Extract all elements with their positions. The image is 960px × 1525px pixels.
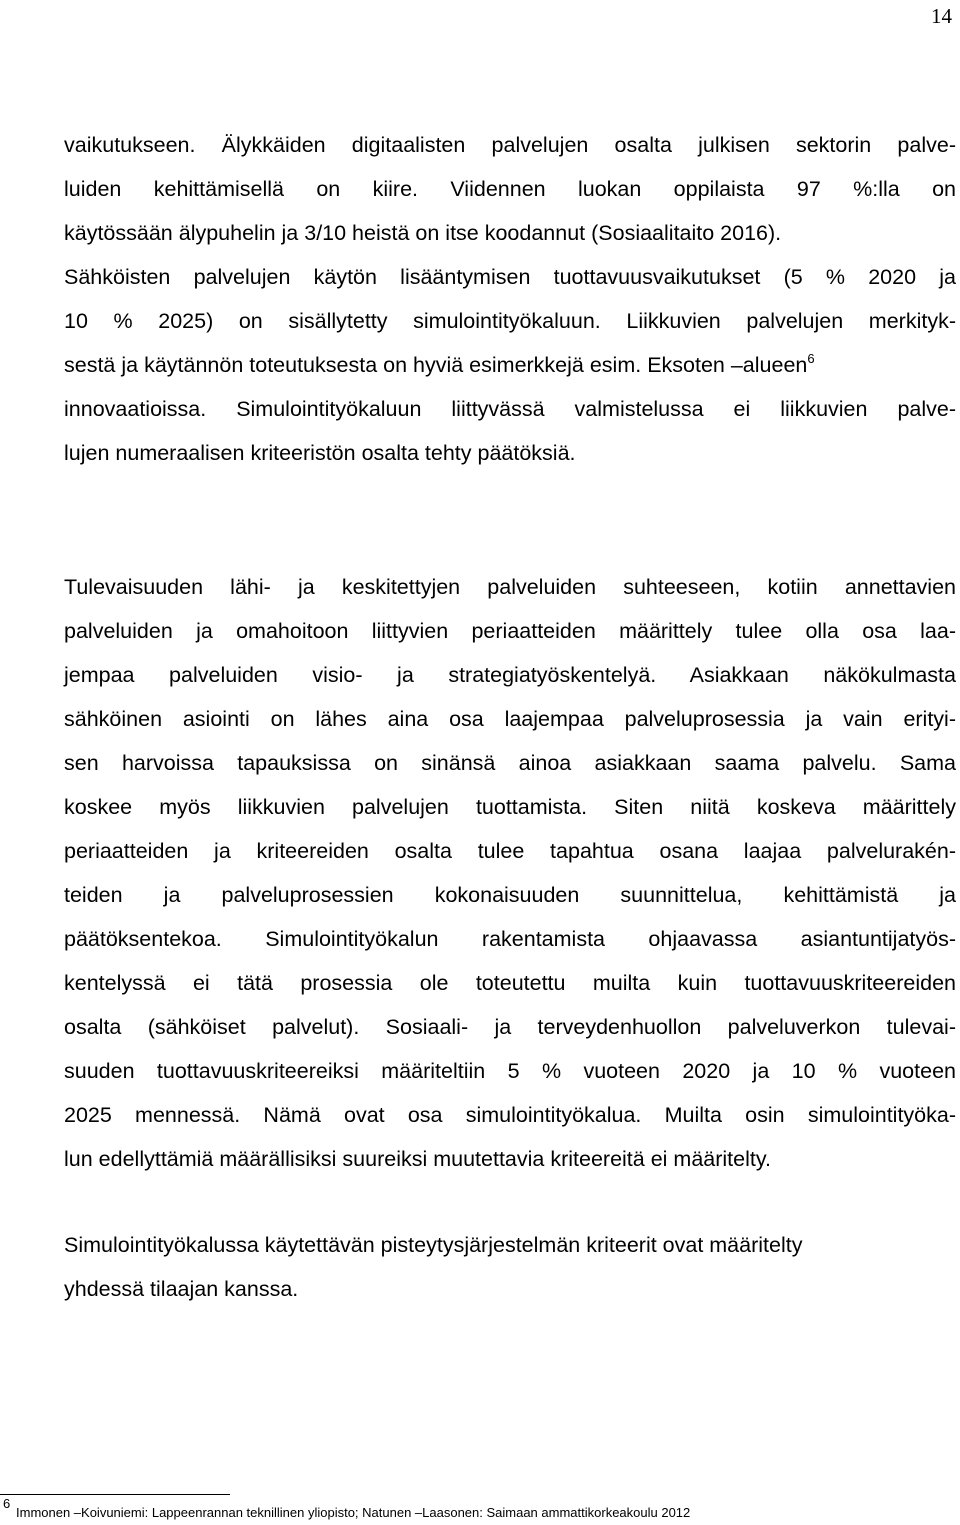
text-line: käytössään älypuhelin ja 3/10 heistä on itse koodannut (Sosiaalitaito 2016). [64,221,782,245]
text-line-with-footnote [64,351,956,379]
text-line: periaatteiden ja kriteereiden osalta tulee tapahtua osana laajaa palvelurakén- [64,839,956,863]
footnote-mark: 6 [3,1496,11,1511]
text-line: sestä ja käytännön toteutuksesta on hyviä esimerkkejä esim. Eksoten –alueen [64,353,808,377]
text-line: Tulevaisuuden lähi- ja keskitettyjen palveluiden suhteeseen, kotiin annettavien [64,575,956,599]
page-number: 14 [931,4,952,28]
text-line: koskee myös liikkuvien palvelujen tuottamista. Siten niitä koskeva määrittely [64,795,956,819]
text-line: sähköinen asiointi on lähes aina osa laajempaa palveluprosessia ja vain erityi- [64,707,956,731]
text-line: yhdessä tilaajan kanssa. [64,1277,299,1301]
text-line: Sähköisten palvelujen käytön lisääntymisen tuottavuusvaikutukset (5 % 2020 ja [64,265,956,289]
text-line: suuden tuottavuuskriteereiksi määriteltiin 5 % vuoteen 2020 ja 10 % vuoteen [64,1059,956,1083]
footnote-text: Immonen –Koivuniemi: Lappeenrannan teknillinen yliopisto; Natunen –Laasonen: Saimaan ammattikorkeakoulu 2012 [16,1505,691,1520]
text-line: päätöksentekoa. Simulointityökalun rakentamista ohjaavassa asiantuntijatyös- [64,927,956,951]
text-line: kentelyssä ei tätä prosessia ole toteutettu muilta kuin tuottavuuskriteereiden [64,971,956,995]
text-line: 2025 mennessä. Nämä ovat osa simulointityökalua. Muilta osin simulointityöka- [64,1103,956,1127]
text-line: Simulointityökalussa käytettävän pisteytysjärjestelmän kriteerit ovat määritelty [64,1233,803,1257]
text-line: jempaa palveluiden visio- ja strategiatyöskentelyä. Asiakkaan näkökulmasta [64,663,956,687]
text-line: luiden kehittämisellä on kiire. Viidennen luokan oppilaista 97 %:lla on [64,177,956,201]
text-line: teiden ja palveluprosessien kokonaisuuden suunnittelua, kehittämistä ja [64,883,956,907]
text-line: palveluiden ja omahoitoon liittyvien periaatteiden määrittely tulee olla osa laa- [64,619,956,643]
footnote-reference: 6 [807,351,815,366]
text-line: sen harvoissa tapauksissa on sinänsä ainoa asiakkaan saama palvelu. Sama [64,751,956,775]
text-line: lun edellyttämiä määrällisiksi suureiksi muutettavia kriteereitä ei määritelty. [64,1147,771,1171]
text-line: osalta (sähköiset palvelut). Sosiaali- ja terveydenhuollon palveluverkon tulevai- [64,1015,956,1039]
text-line: lujen numeraalisen kriteeristön osalta tehty päätöksiä. [64,441,576,465]
text-line: vaikutukseen. Älykkäiden digitaalisten palvelujen osalta julkisen sektorin palve- [64,133,956,157]
text-line: 10 % 2025) on sisällytetty simulointityökaluun. Liikkuvien palvelujen merkityk- [64,309,956,333]
footnote-separator [0,1494,230,1495]
text-line: innovaatioissa. Simulointityökaluun liittyvässä valmistelussa ei liikkuvien palve- [64,397,956,421]
